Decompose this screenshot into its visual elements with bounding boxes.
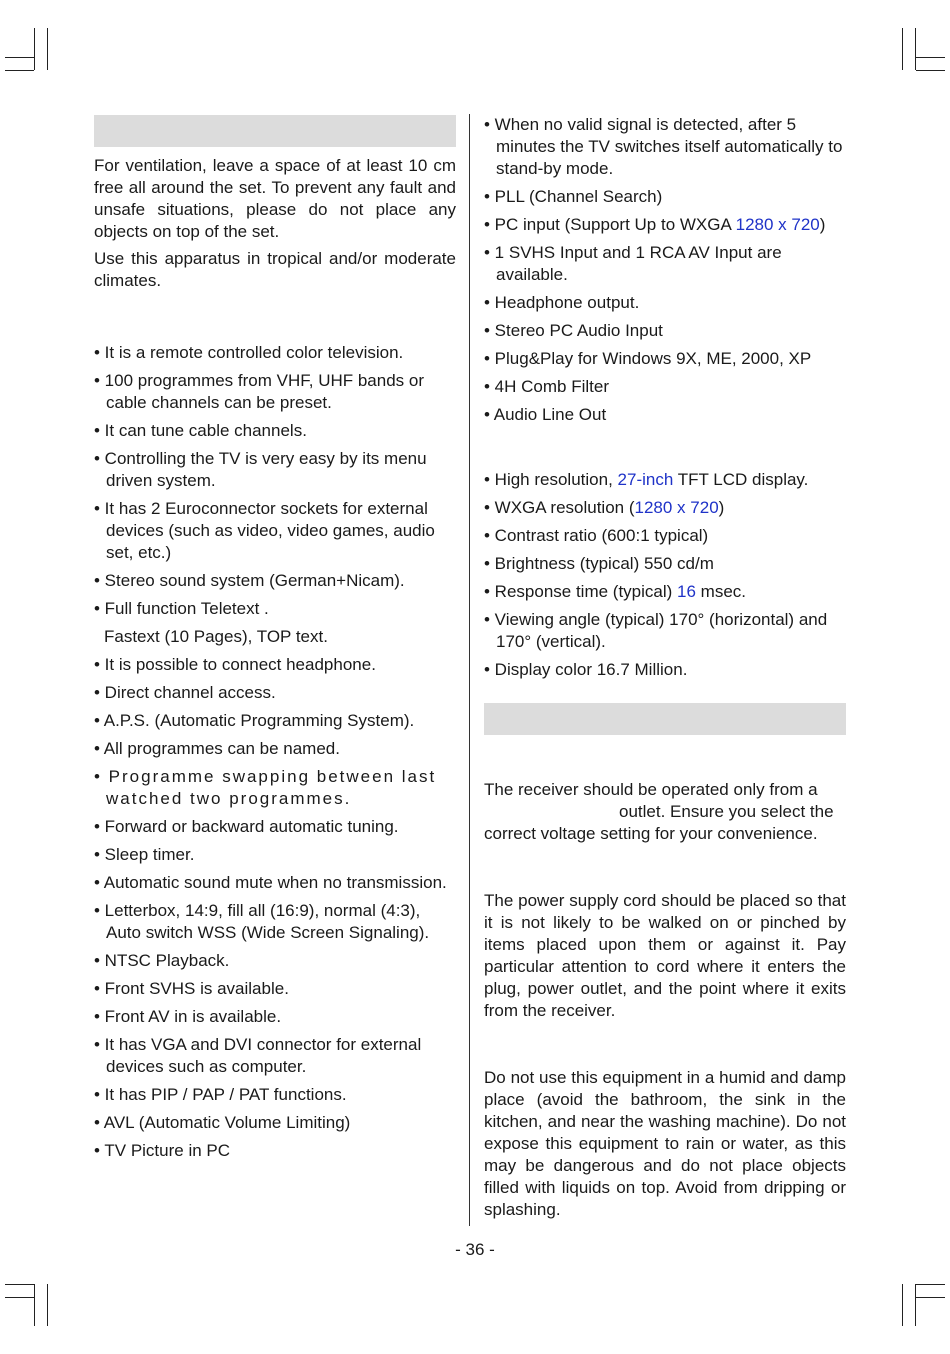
crop-mark bbox=[5, 57, 34, 58]
list-item-text: • PC input (Support Up to WXGA bbox=[484, 215, 736, 234]
highlighted-value: 16 bbox=[677, 582, 696, 601]
list-item: • Brightness (typical) 550 cd/m bbox=[484, 554, 714, 573]
crop-mark bbox=[916, 1284, 945, 1285]
left-column bbox=[94, 112, 456, 1168]
crop-mark bbox=[47, 1284, 48, 1326]
crop-mark bbox=[916, 1297, 945, 1298]
power-source-line: correct voltage setting for your convenience. bbox=[484, 824, 818, 843]
power-source-paragraph bbox=[484, 779, 846, 845]
list-item: • Sleep timer. bbox=[94, 845, 195, 864]
list-item: • Automatic sound mute when no transmission. bbox=[94, 873, 447, 892]
crop-mark bbox=[916, 70, 945, 71]
list-item-text: ) bbox=[819, 215, 826, 234]
panel-specs-list bbox=[484, 469, 846, 681]
list-item: • Display color 16.7 Million. bbox=[484, 660, 688, 679]
section-bar bbox=[484, 703, 846, 735]
crop-mark bbox=[5, 1297, 34, 1298]
crop-mark bbox=[34, 28, 35, 70]
list-item: • Controlling the TV is very easy by its menu driven system. bbox=[94, 449, 427, 490]
list-item: • Letterbox, 14:9, fill all (16:9), normal (4:3), Auto switch WSS (Wide Screen Signaling). bbox=[94, 901, 430, 942]
list-item-text: TFT LCD display. bbox=[673, 470, 809, 489]
list-item: • TV Picture in PC bbox=[94, 1141, 231, 1160]
features-list-continued bbox=[484, 114, 846, 426]
column-divider bbox=[469, 114, 470, 1226]
list-item-text: msec. bbox=[695, 582, 747, 601]
list-item: • Forward or backward automatic tuning. bbox=[94, 817, 399, 836]
list-item: • When no valid signal is detected, after 5 minutes the TV switches itself automatically to stand-by mode. bbox=[484, 115, 843, 178]
list-item: • A.P.S. (Automatic Programming System). bbox=[94, 711, 415, 730]
crop-mark bbox=[915, 1284, 916, 1326]
list-item: • It is a remote controlled color television. bbox=[94, 343, 404, 362]
list-item-text: • Response time (typical) bbox=[484, 582, 678, 601]
list-item: • Contrast ratio (600:1 typical) bbox=[484, 526, 709, 545]
climate-paragraph: Use this apparatus in tropical and/or moderate climates. bbox=[94, 249, 456, 290]
list-item: • Direct channel access. bbox=[94, 683, 276, 702]
crop-mark bbox=[916, 57, 945, 58]
list-item: • Headphone output. bbox=[484, 293, 640, 312]
list-item: • 1 SVHS Input and 1 RCA AV Input are available. bbox=[484, 243, 782, 284]
list-item: • NTSC Playback. bbox=[94, 951, 230, 970]
crop-mark bbox=[902, 28, 903, 70]
power-source-line: The receiver should be operated only from a bbox=[484, 780, 818, 799]
list-item: • All programmes can be named. bbox=[94, 739, 340, 758]
list-item: • Front AV in is available. bbox=[94, 1007, 282, 1026]
list-item: • Front SVHS is available. bbox=[94, 979, 289, 998]
crop-mark bbox=[5, 1284, 34, 1285]
moisture-paragraph: Do not use this equipment in a humid and damp place (avoid the bathroom, the sink in the kitchen, and near the washing machine). Do not expose this equipment to rain or water, as this may be dangerous and do not place objects filled with liquids on top. Avoid from dripping or splashing. bbox=[484, 1068, 846, 1219]
highlighted-value: 1280 x 720 bbox=[634, 498, 719, 517]
list-item: • It can tune cable channels. bbox=[94, 421, 307, 440]
list-item: • Viewing angle (typical) 170° (horizontal) and 170° (vertical). bbox=[484, 610, 828, 651]
crop-mark bbox=[34, 1284, 35, 1326]
list-item bbox=[484, 497, 846, 519]
list-item: • Full function Teletext . bbox=[94, 599, 269, 618]
power-source-line: outlet. Ensure you select the bbox=[619, 802, 834, 821]
ventilation-paragraph: For ventilation, leave a space of at least 10 cm free all around the set. To prevent any fault and unsafe situations, please do not place any objects on top of the set. bbox=[94, 156, 456, 241]
highlighted-value: 27-inch bbox=[617, 470, 674, 489]
list-item-text: ) bbox=[718, 498, 725, 517]
list-item: • 4H Comb Filter bbox=[484, 377, 609, 396]
crop-mark bbox=[47, 28, 48, 70]
crop-mark bbox=[915, 28, 916, 70]
list-item: • It is possible to connect headphone. bbox=[94, 655, 376, 674]
list-item: Fastext (10 Pages), TOP text. bbox=[104, 627, 328, 646]
list-item: • It has 2 Euroconnector sockets for external devices (such as video, video games, audio set, etc.) bbox=[94, 499, 435, 562]
list-item: • 100 programmes from VHF, UHF bands or cable channels can be preset. bbox=[94, 371, 425, 412]
list-item bbox=[484, 581, 846, 603]
section-bar bbox=[94, 115, 456, 147]
list-item-text: • High resolution, bbox=[484, 470, 618, 489]
list-item: • Stereo sound system (German+Nicam). bbox=[94, 571, 405, 590]
list-item: • Programme swapping between last watched two programmes. bbox=[94, 767, 437, 808]
list-item: • It has PIP / PAP / PAT functions. bbox=[94, 1085, 347, 1104]
crop-mark bbox=[5, 70, 34, 71]
list-item: • Stereo PC Audio Input bbox=[484, 321, 663, 340]
power-cord-paragraph: The power supply cord should be placed so that it is not likely to be walked on or pinched by items placed upon them or against it. Pay particular attention to cord where it enters the plug, power outlet, and the point where it exits from the receiver. bbox=[484, 891, 846, 1020]
list-item-text: • WXGA resolution ( bbox=[484, 498, 635, 517]
crop-mark bbox=[902, 1284, 903, 1326]
list-item bbox=[484, 214, 846, 236]
right-column bbox=[484, 112, 846, 1221]
list-item: • It has VGA and DVI connector for external devices such as computer. bbox=[94, 1035, 422, 1076]
list-item: • PLL (Channel Search) bbox=[484, 187, 663, 206]
list-item: • Plug&Play for Windows 9X, ME, 2000, XP bbox=[484, 349, 812, 368]
list-item bbox=[484, 469, 846, 491]
features-list bbox=[94, 342, 456, 1162]
page-number: - 36 - bbox=[455, 1240, 495, 1259]
highlighted-value: 1280 x 720 bbox=[735, 215, 820, 234]
list-item: • Audio Line Out bbox=[484, 405, 607, 424]
list-item: • AVL (Automatic Volume Limiting) bbox=[94, 1113, 351, 1132]
